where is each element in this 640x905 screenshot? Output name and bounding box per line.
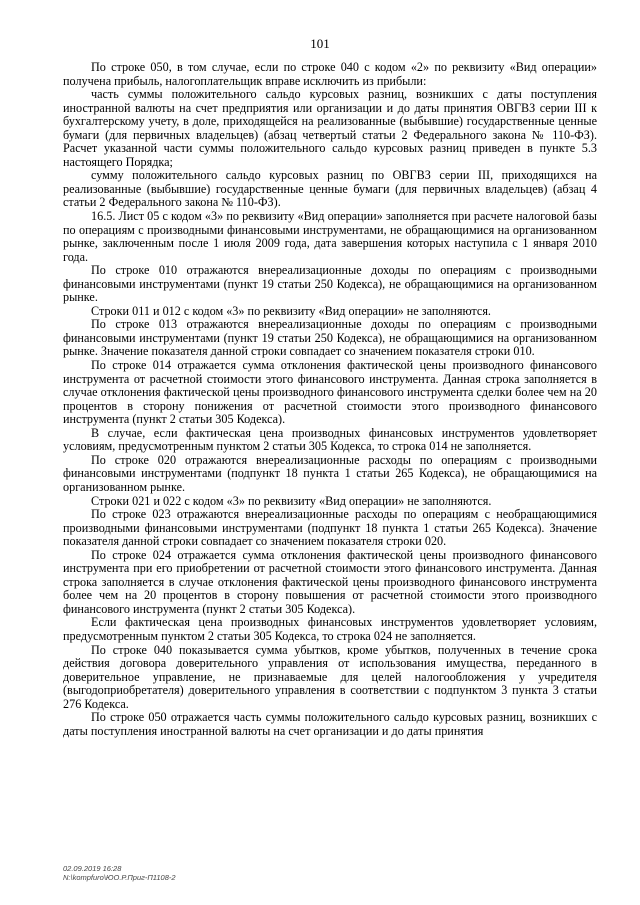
paragraph: По строке 040 показывается сумма убытков, кроме убытков, полученных в течение срока действия договора доверительного управления от использования имущества, переданного в доверительное управление, не признаваемые для целей налогообложения у учредителя (выгодоприобретателя) доверительного управления в соответствии с подпунктом 3 пункта 3 статьи 276 Кодекса. — [63, 642, 597, 711]
document-footer — [63, 864, 176, 882]
paragraph: По строке 014 отражается сумма отклонения фактической цены производного финансового инструмента от расчетной стоимости этого финансового инструмента. Данная строка заполняется в случае отклонения фактической цены производного финансового инструмента сделки более чем на 20 процентов в сторону понижения от расчетной стоимости этого производного финансового инструмента (пункт 2 статьи 305 Кодекса). — [63, 358, 597, 427]
paragraph: 16.5. Лист 05 с кодом «3» по реквизиту «Вид операции» заполняется при расчете налоговой базы по операциям с производными финансовыми инструментами, не обращающимися на организованном рынке, заключенным после 1 июля 2009 года, дата завершения которых наступила с 1 января 2010 года. — [63, 209, 597, 264]
paragraph: По строке 013 отражаются внереализационные доходы по операциям с производными финансовыми инструментами (пункт 19 статьи 250 Кодекса), не обращающимися на организованном рынке. Значение показателя данной строки совпадает со значением показателя строки 010. — [63, 317, 597, 359]
paragraph: Если фактическая цена производных финансовых инструментов удовлетворяет условиям, предусмотренным пунктом 2 статьи 305 Кодекса, то строка 024 не заполняется. — [63, 615, 597, 643]
document-body — [63, 61, 597, 738]
paragraph: По строке 010 отражаются внереализационные доходы по операциям с производными финансовыми инструментами (пункт 19 статьи 250 Кодекса), не обращающимися на организованном рынке. — [63, 263, 597, 305]
paragraph: По строке 050, в том случае, если по строке 040 с кодом «2» по реквизиту «Вид операции» получена прибыль, налогоплательщик вправе исключить из прибыли: — [63, 60, 597, 88]
paragraph: Строки 021 и 022 с кодом «3» по реквизиту «Вид операции» не заполняются. — [91, 493, 492, 508]
page-number: 101 — [310, 36, 330, 51]
paragraph: сумму положительного сальдо курсовых разниц по ОВГВЗ серии III, приходящихся на реализованные (выбывшие) государственные ценные бумаги (для первичных владельцев) (абзац 4 статьи 2 Федерального закона № 110-ФЗ). — [63, 168, 597, 210]
paragraph: В случае, если фактическая цена производных финансовых инструментов удовлетворяет условиям, предусмотренным пунктом 2 статьи 305 Кодекса, то строка 014 не заполняется. — [63, 425, 597, 454]
paragraph: По строке 020 отражаются внереализационные расходы по операциям с производными финансовыми инструментами (подпункт 18 пункта 1 статьи 265 Кодекса), не обращающимися на организованном рынке. — [63, 452, 597, 494]
paragraph: По строке 050 отражается часть суммы положительного сальдо курсовых разниц, возникших с даты поступления иностранной валюты на счет организации и до даты принятия — [63, 710, 597, 738]
footer-file-path: N:\kompfuro\ЮО.Р.Приг-П1108-2 — [63, 873, 176, 882]
paragraph: часть суммы положительного сальдо курсовых разниц, возникших с даты поступления иностранной валюты на счет предприятия или организации и до даты принятия ОВГВЗ серии III к бухгалтерскому учету, в доле, приходящейся на реализованные (выбывшие) государственные ценные бумаги (для первичных владельцев) (абзац четвертый статьи 2 Федерального закона № 110-ФЗ). Расчет указанной части суммы положительного сальдо курсовых разниц приведен в пункте 5.3 настоящего Порядка; — [63, 87, 597, 169]
footer-timestamp: 02.09.2019 16:28 — [63, 864, 122, 873]
paragraph: По строке 023 отражаются внереализационные расходы по операциям с необращающимися производными финансовыми инструментами (подпункт 18 пункта 1 статьи 265 Кодекса). Значение показателя данной строки совпадает со значением показателя строки 020. — [63, 507, 597, 549]
paragraph: По строке 024 отражается сумма отклонения фактической цены производного финансового инструмента при его приобретении от расчетной стоимости этого финансового инструмента. Данная строка заполняется в случае отклонения фактической цены производного финансового инструмента более чем на 20 процентов в сторону повышения от расчетной стоимости этого производного финансового инструмента (пункт 2 статьи 305 Кодекса). — [63, 547, 597, 616]
paragraph: Строки 011 и 012 с кодом «3» по реквизиту «Вид операции» не заполняются. — [91, 303, 491, 318]
